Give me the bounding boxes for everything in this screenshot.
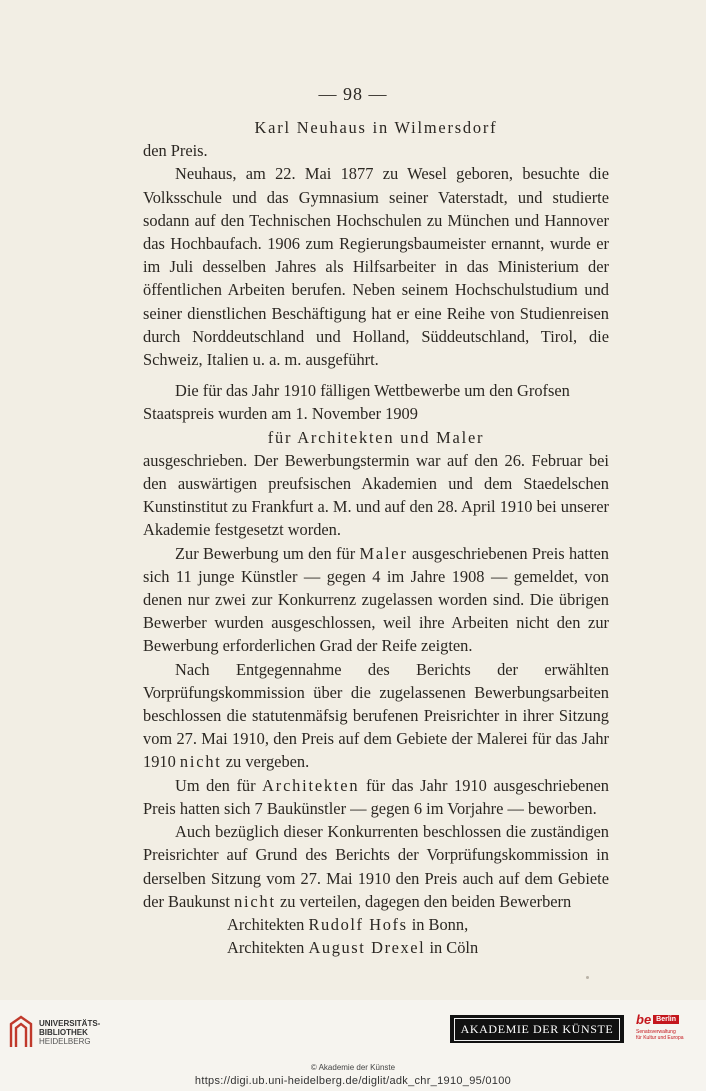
- awardee-2: [143, 936, 609, 959]
- copyright-notice: © Akademie der Künste: [310, 1063, 396, 1072]
- paper-speck: [586, 976, 589, 979]
- ub-heidelberg-logo[interactable]: [8, 1014, 100, 1050]
- berlin-subtitle: [636, 1029, 698, 1041]
- berlin-be-mark: be: [636, 1012, 652, 1027]
- ub-heidelberg-icon: [8, 1014, 34, 1050]
- ub-line: HEIDELBERG: [39, 1036, 91, 1046]
- competition-categories: für Architekten und Maler: [267, 427, 485, 447]
- emphasis-nicht: nicht: [234, 891, 276, 911]
- text-span: Auch bezüglich dieser Konkurrenten beschlossen die zuständigen Preisrichter auf Grund des Berichts der Vorprüfungskommission in derselben Sitzung vom 27. Mai 1910 den Preis auch auf dem Gebiete der Baukunst: [143, 822, 609, 911]
- text-span: in Cöln: [429, 938, 479, 958]
- page-number: — 98 —: [318, 84, 388, 104]
- paragraph-5: [143, 542, 609, 658]
- emphasis-architekten: Architekten: [262, 775, 360, 795]
- text-span: zu vergeben.: [225, 752, 310, 772]
- permalink-url[interactable]: https://digi.ub.uni-heidelberg.de/diglit/adk_chr_1910_95/0100: [194, 1075, 512, 1087]
- ub-logo-text: [39, 1019, 100, 1046]
- text-span: zu verteilen, dagegen den beiden Bewerbern: [279, 891, 572, 911]
- berlin-senate-logo[interactable]: [636, 1012, 698, 1050]
- text-span: in Bonn,: [411, 914, 469, 934]
- paragraph-8: [143, 820, 609, 913]
- berlin-sub-line: Senatsverwaltung: [636, 1029, 676, 1035]
- laureate-heading: Karl Neuhaus in Wilmersdorf: [254, 118, 498, 137]
- adk-logo[interactable]: [450, 1015, 624, 1043]
- text-span: ausgeschriebenen Preis hatten sich 11 junge Künstler — gegen 4 im Jahre 1908 — gemeldet, von denen nur zwei zur Konkurrenz zugelassen worden sind. Die übrigen Bewerber wurden ausgeschlossen, weil ihre Arbeiten nicht den zur Bewerbung erforderlichen Grad der Reife zeigten.: [143, 543, 609, 656]
- text-span: Zur Bewerbung um den für: [175, 543, 356, 563]
- berlin-flag: Berlin: [653, 1015, 679, 1024]
- emphasis-nicht: nicht: [179, 752, 222, 772]
- page-text: [143, 116, 609, 959]
- paragraph-6: [143, 658, 609, 774]
- text-span: Architekten: [227, 938, 305, 958]
- awardee-name: August Drexel: [308, 938, 426, 958]
- paragraph-7: [143, 774, 609, 820]
- text-span: Um den für: [175, 775, 256, 795]
- awardee-1: [143, 913, 609, 936]
- text-span: für das Jahr 1910 ausgeschriebenen Preis hatten sich 7 Baukünstler — gegen 6 im Vorjahre — beworben.: [143, 775, 609, 818]
- berlin-sub-line: für Kultur und Europa: [636, 1035, 684, 1041]
- paragraph-4: ausgeschrieben. Der Bewerbungstermin war auf den 26. Februar bei den auswärtigen preufsischen Akademien und dem Staedelschen Kunstinstitut zu Frankfurt a. M. und auf den 28. April 1910 bei unserer Akademie festgesetzt worden.: [143, 450, 609, 540]
- paragraph-2: Neuhaus, am 22. Mai 1877 zu Wesel geboren, besuchte die Volksschule und das Gymnasium seiner Vaterstadt, und studierte sodann auf den Technischen Hochschulen zu München und Hannover das Hochbaufach. 1906 zum Regierungsbaumeister ernannt, wurde er im Juli desselben Jahres als Hilfsarbeiter in das Ministerium der öffentlichen Arbeiten berufen. Neben seinem Hochschulstudium und seiner dienstlichen Beschäftigung hat er eine Reihe von Studienreisen durch Norddeutschland und Holland, Süddeutschland, Tirol, die Schweiz, Italien u. a. m. ausgeführt.: [143, 164, 609, 370]
- paragraph-3: Die für das Jahr 1910 fälligen Wettbewerbe um den Grofsen Staatspreis wurden am 1. November 1909: [143, 381, 570, 424]
- ub-line: BIBLIOTHEK: [39, 1027, 88, 1037]
- berlin-logo-top: [636, 1012, 698, 1027]
- text-span: Nach Entgegennahme des Berichts der erwählten Vorprüfungskommission über die zugelassenen Bewerbungsarbeiten beschlossen die statutenmäfsig berufenen Preisrichter in ihrer Sitzung vom 27. Mai 1910, den Preis auf dem Gebiete der Malerei für das Jahr 1910: [143, 659, 609, 772]
- awardee-name: Rudolf Hofs: [308, 914, 408, 934]
- adk-logo-label: AKADEMIE DER KÜNSTE: [454, 1018, 621, 1041]
- viewer-footer: [0, 1000, 706, 1091]
- emphasis-maler: Maler: [359, 543, 408, 563]
- ub-line: UNIVERSITÄTS-: [39, 1018, 101, 1028]
- text-span: Architekten: [227, 914, 305, 934]
- paragraph-1: den Preis.: [143, 141, 208, 161]
